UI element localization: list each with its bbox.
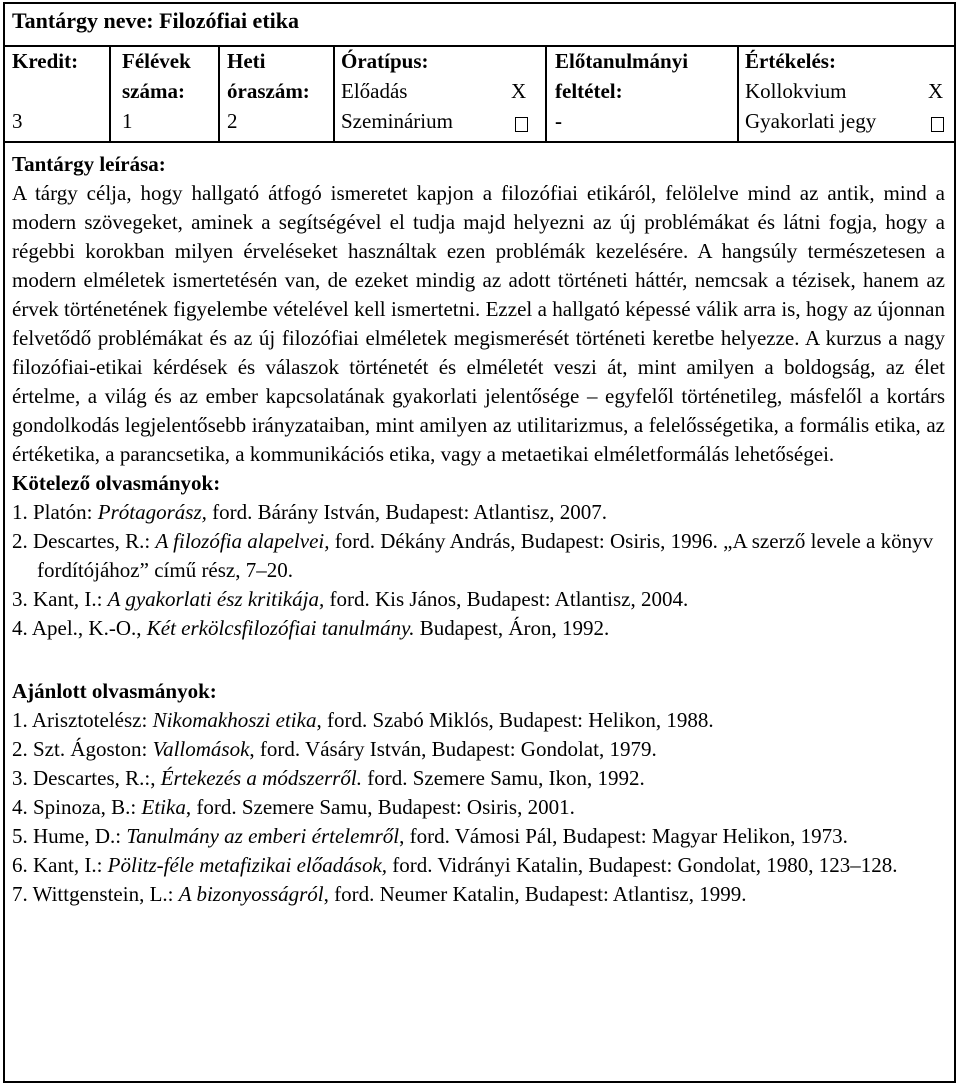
list-item: 7. Wittgenstein, L.: A bizonyosságról, ford. Neumer Katalin, Budapest: Atlantisz, 1999. (12, 882, 747, 906)
list-item: 2. Descartes, R.: A filozófia alapelvei, ford. Dékány András, Budapest: Osiris, 1996. „A szerző levele a könyv fordítójához” című rész, 7–20. (12, 529, 934, 582)
course-meta-table (5, 47, 954, 143)
ertekeles-option-gyakorlati-jegy: Gyakorlati jegy (745, 109, 877, 133)
oratipus-label: Óratípus: (341, 49, 429, 73)
course-content (5, 143, 954, 909)
required-readings-heading: Kötelező olvasmányok: (12, 471, 221, 495)
elotanulmanyi-value: - (555, 109, 562, 133)
list-item: 5. Hume, D.: Tanulmány az emberi értelemről, ford. Vámosi Pál, Budapest: Magyar Helikon, 1973. (12, 824, 848, 848)
elotanulmanyi-cell (547, 47, 737, 141)
list-item: 2. Szt. Ágoston: Vallomások, ford. Vásáry István, Budapest: Gondolat, 1979. (12, 737, 657, 761)
kredit-value: 3 (12, 109, 23, 133)
felevek-label-line1: Félévek (122, 49, 191, 73)
oratipus-option-szeminarium: Szeminárium (341, 109, 453, 133)
felevek-label-line2: száma: (122, 79, 185, 103)
list-item: 4. Spinoza, B.: Etika, ford. Szemere Samu, Budapest: Osiris, 2001. (12, 795, 575, 819)
heti-label-line2: óraszám: (227, 79, 310, 103)
list-item: 4. Apel., K.-O., Két erkölcsfilozófiai tanulmány. Budapest, Áron, 1992. (12, 616, 610, 640)
course-sheet (3, 2, 956, 1083)
heti-value: 2 (227, 109, 238, 133)
heti-oraszam-cell (220, 47, 331, 141)
checkbox-empty-icon (931, 112, 944, 137)
kredit-label: Kredit: (12, 49, 79, 73)
heti-label-line1: Heti (227, 49, 266, 73)
ertekeles-kollokvium-mark: X (928, 79, 944, 103)
list-item: 3. Descartes, R.:, Értekezés a módszerről. ford. Szemere Samu, Ikon, 1992. (12, 766, 645, 790)
list-item: 3. Kant, I.: A gyakorlati ész kritikája, ford. Kis János, Budapest: Atlantisz, 2004. (12, 587, 689, 611)
oratipus-cell (335, 47, 545, 141)
ertekeles-label: Értékelés: (745, 49, 836, 73)
felevek-cell (111, 47, 216, 141)
recommended-readings-list (12, 706, 945, 909)
ertekeles-cell (739, 47, 954, 141)
ertekeles-option-kollokvium: Kollokvium (745, 79, 847, 103)
list-item: 1. Platón: Prótagorász, ford. Bárány István, Budapest: Atlantisz, 2007. (12, 500, 607, 524)
recommended-readings-heading: Ajánlott olvasmányok: (12, 679, 217, 703)
list-item: 1. Arisztotelész: Nikomakhoszi etika, ford. Szabó Miklós, Budapest: Helikon, 1988. (12, 708, 714, 732)
description-heading: Tantárgy leírása: (12, 152, 166, 176)
oratipus-option-eloadas: Előadás (341, 79, 408, 103)
elotanulmanyi-label-line2: feltétel: (555, 79, 623, 103)
description-text: A tárgy célja, hogy hallgató átfogó ismeretet kapjon a filozófiai etikáról, felölelve mind az antik, mind a modern szövegeket, aminek a segítségével el tudja majd helyezni az új problémákat és látni fogja, hogy a régebbi korokban milyen érveléseket használtak ezen problémák kezelésére. A hangsúly természetesen a modern elméletek ismertetésén van, de ezeket mindig az adott történeti háttér, nemcsak a tézisek, hanem az érvek történetének figyelembe vételével kell ismertetni. Ezzel a hallgató képessé válik arra is, hogy az újonnan felvetődő problémákat és az új filozófiai elméletek megismerését történeti keretbe helyezze. A kurzus a nagy filozófiai-etikai kérdések és válaszok történetét és elméletét veszi át, mint amilyen a boldogság, az élet értelme, a világ és az ember kapcsolatának gyakorlati jelentősége – egyfelől történetileg, másfelől a kortárs gondolkodás legjelentősebb irányzataiban, mint amilyen az utilitarizmus, a felelősségetika, a formális etika, az értéketika, a parancsetika, a kommunikációs etika, vagy a metaetikai elméletformálás lehetőségei. (12, 181, 945, 466)
kredit-cell (5, 47, 109, 141)
oratipus-eloadas-mark: X (511, 79, 527, 103)
elotanulmanyi-label-line1: Előtanulmányi (555, 49, 689, 73)
required-readings-list (12, 498, 945, 643)
list-item: 6. Kant, I.: Pölitz-féle metafizikai előadások, ford. Vidrányi Katalin, Budapest: Gondolat, 1980, 123–128. (12, 853, 898, 877)
felevek-value: 1 (122, 109, 133, 133)
checkbox-empty-icon (515, 112, 528, 137)
course-title: Tantárgy neve: Filozófiai etika (5, 4, 954, 47)
